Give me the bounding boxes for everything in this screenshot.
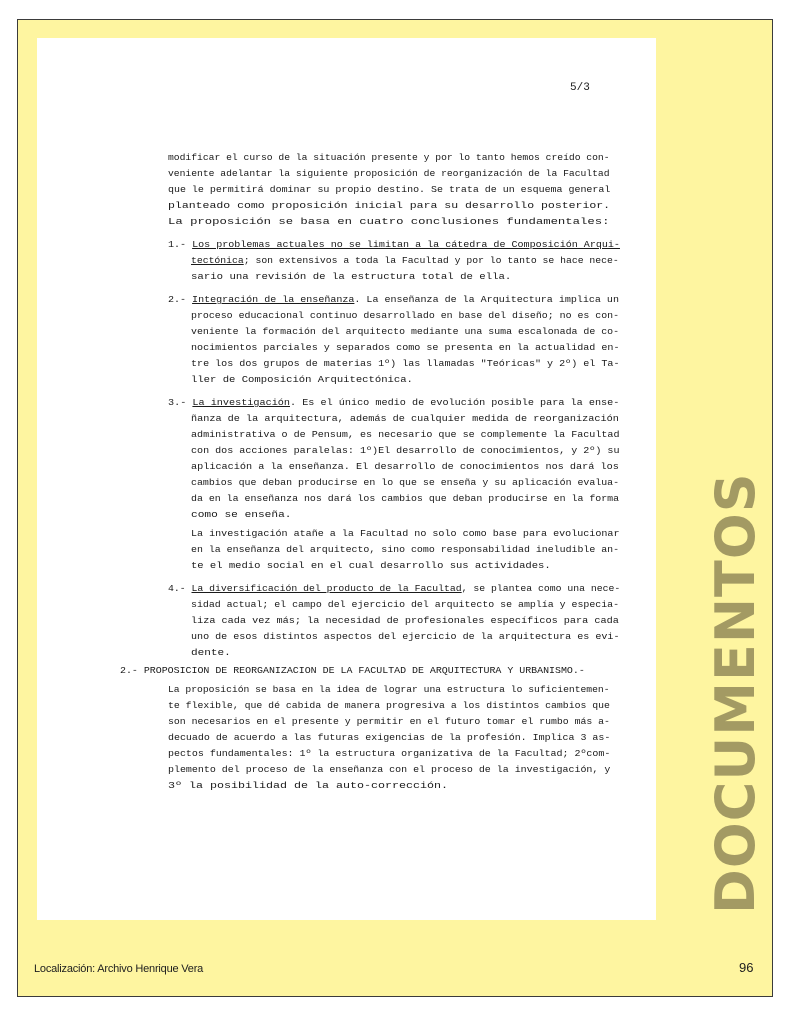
- document-text-line: 4.- La diversificación del producto de la Facultad, se plantea como una nece-: [168, 583, 621, 594]
- document-text-line: plemento del proceso de la enseñanza con el proceso de la investigación, y: [168, 764, 611, 775]
- document-text-line: que le permitirá dominar su propio destino. Se trata de un esquema general: [168, 184, 611, 195]
- document-text-line: como se enseña.: [191, 509, 292, 520]
- document-page-number: 5/3: [570, 82, 590, 94]
- document-text-line: en la enseñanza del arquitecto, sino como responsabilidad ineludible an-: [191, 544, 620, 555]
- document-text-line: planteado como proposición inicial para su desarrollo posterior.: [168, 200, 611, 211]
- document-text-line: dente.: [191, 647, 231, 658]
- document-text-line: 3.- La investigación. Es el único medio de evolución posible para la ense-: [168, 397, 620, 408]
- document-text-line: 1.- Los problemas actuales no se limitan a la cátedra de Composición Arqui-: [168, 239, 620, 250]
- document-text-line: 2.- Integración de la enseñanza. La enseñanza de la Arquitectura implica un: [168, 294, 619, 305]
- document-text-line: sario una revisión de la estructura total de ella.: [191, 271, 512, 282]
- document-text-line: La investigación atañe a la Facultad no solo como base para evolucionar: [191, 528, 620, 539]
- document-text-line: veniente la formación del arquitecto mediante una suma escalonada de co-: [191, 326, 620, 337]
- document-text-line: modificar el curso de la situación presente y por lo tanto hemos creído con-: [168, 152, 610, 163]
- section-label-documentos: DOCUMENTOS: [704, 472, 767, 914]
- document-text-line: administrativa o de Pensum, es necesario que se complemente la Facultad: [191, 429, 620, 440]
- document-text-line: te flexible, que dé cabida de manera progresiva a los distintos cambios que: [168, 700, 610, 711]
- document-text-line: da en la enseñanza nos dará los cambios que deban producirse en la forma: [191, 493, 620, 504]
- document-text-line: 2.- PROPOSICION DE REORGANIZACION DE LA FACULTAD DE ARQUITECTURA Y URBANISMO.-: [120, 665, 585, 676]
- document-text-line: La proposición se basa en la idea de lograr una estructura lo suficientemen-: [168, 684, 610, 695]
- document-text-line: La proposición se basa en cuatro conclusiones fundamentales:: [168, 216, 610, 227]
- document-text-line: veniente adelantar la siguiente proposición de reorganización de la Facultad: [168, 168, 610, 179]
- document-text-line: ñanza de la arquitectura, además de cualquier medida de reorganización: [191, 413, 619, 424]
- document-text-line: tectónica; son extensivos a toda la Facultad y por lo tanto se hace nece-: [191, 255, 619, 266]
- document-text-line: pectos fundamentales: 1º la estructura organizativa de la Facultad; 2ºcom-: [168, 748, 611, 759]
- document-text-line: tre los dos grupos de materias 1º) las llamadas "Teóricas" y 2º) el Ta-: [191, 358, 620, 369]
- document-text-line: ller de Composición Arquitectónica.: [191, 374, 413, 385]
- document-text-line: uno de esos distintos aspectos del ejercicio de la arquitectura es evi-: [191, 631, 620, 642]
- document-text-line: decuado de acuerdo a las futuras exigencias de la profesión. Implica 3 as-: [168, 732, 611, 743]
- document-text-line: con dos acciones paralelas: 1º)El desarrollo de conocimientos, y 2º) su: [191, 445, 620, 456]
- document-text-line: 3º la posibilidad de la auto-corrección.: [168, 780, 449, 791]
- document-text-line: nocimientos parciales y separados como se presenta en la actualidad en-: [191, 342, 620, 353]
- document-text-line: cambios que deban producirse en lo que se enseña y su aplicación evalua-: [191, 477, 620, 488]
- footer-page-number: 96: [739, 960, 754, 975]
- document-text-line: proceso educacional continuo desarrollado en base del diseño; no es con-: [191, 310, 620, 321]
- footer-location: Localización: Archivo Henrique Vera: [34, 963, 204, 975]
- document-text-line: te el medio social en el cual desarrollo sus actividades.: [191, 560, 551, 571]
- scanned-document-page: [37, 38, 656, 920]
- document-text-line: liza cada vez más; la necesidad de profesionales específicos para cada: [191, 615, 619, 626]
- document-text-line: sidad actual; el campo del ejercicio del arquitecto se amplía y especia-: [191, 599, 620, 610]
- document-text-line: aplicación a la enseñanza. El desarrollo de conocimientos nos dará los: [191, 461, 619, 472]
- document-text-line: son necesarios en el presente y permitir en el futuro tomar el rumbo más a-: [168, 716, 610, 727]
